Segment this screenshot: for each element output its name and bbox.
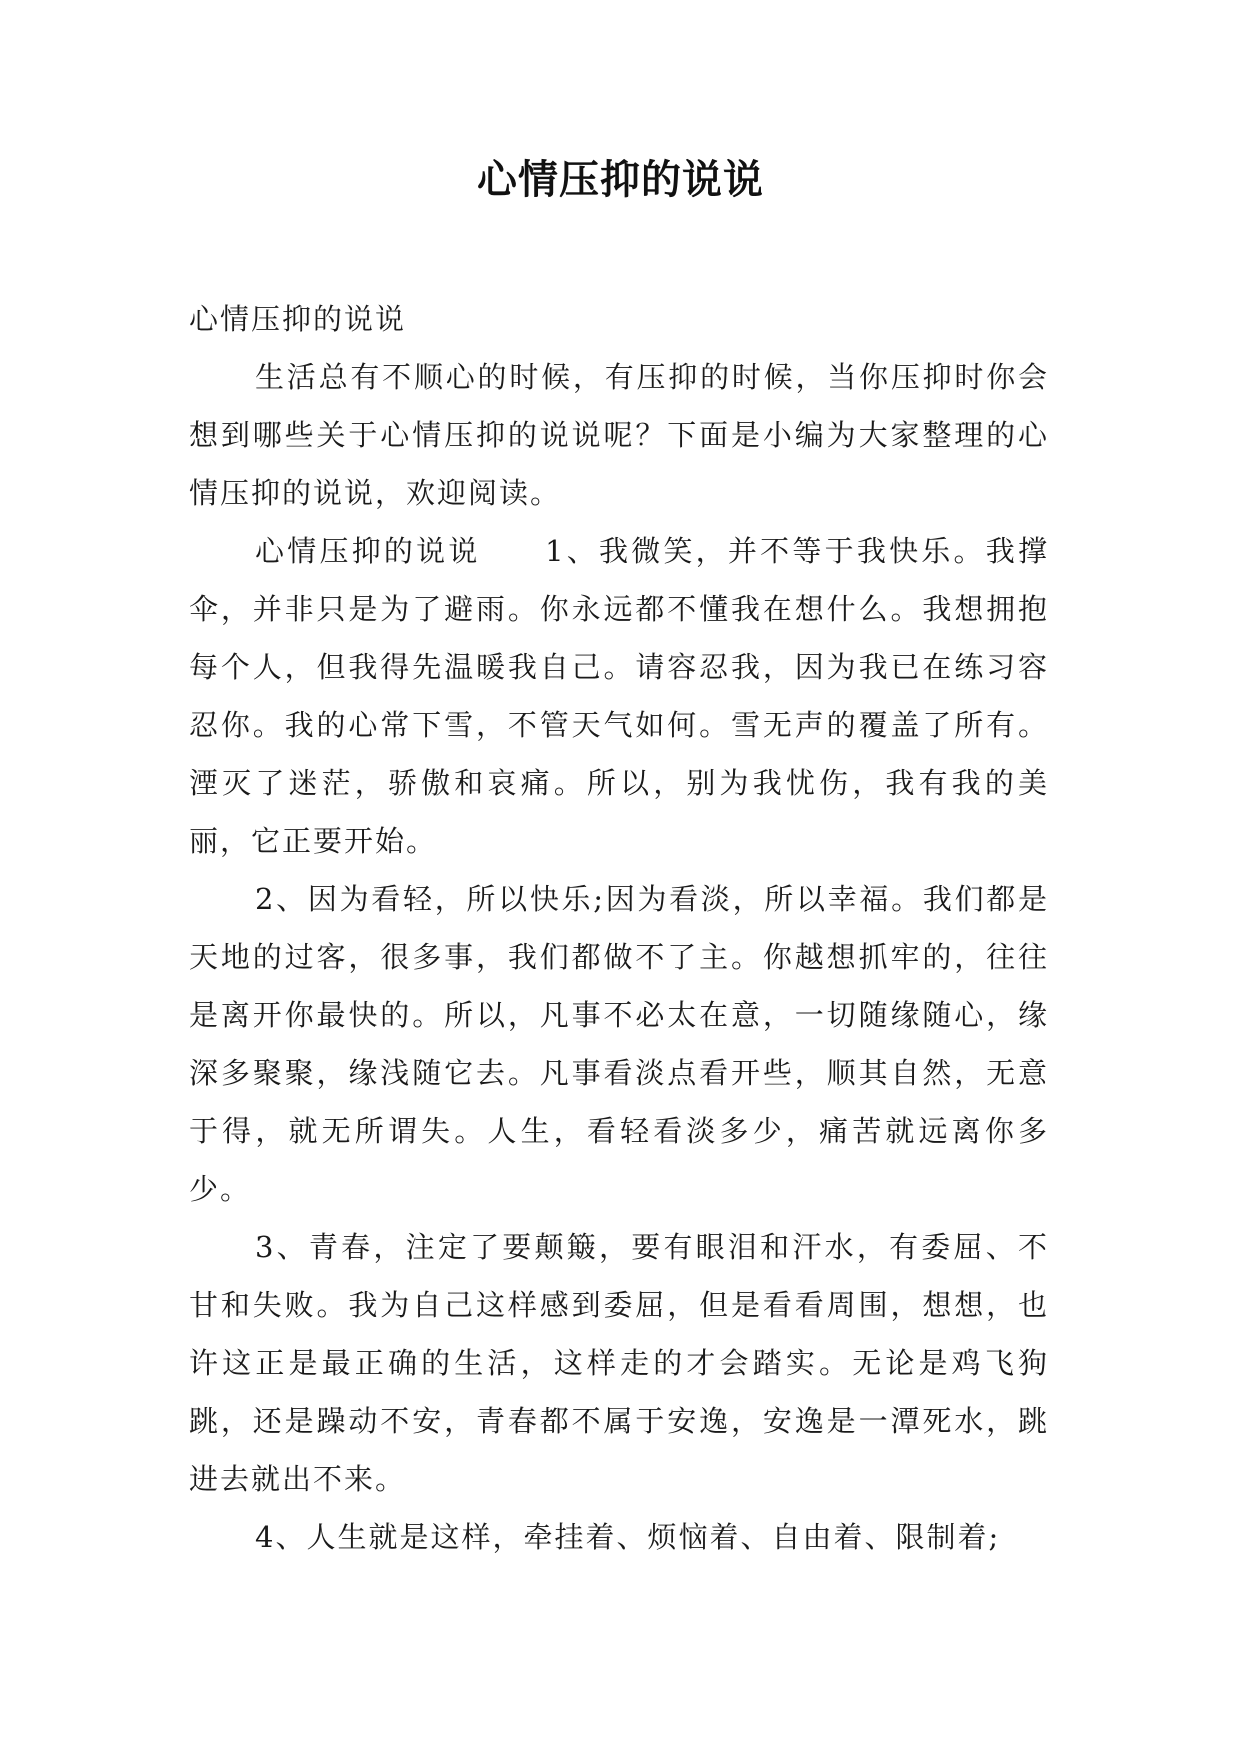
document-title: 心情压抑的说说 (477, 157, 764, 203)
paragraph-intro: 生活总有不顺心的时候，有压抑的时候，当你压抑时你会想到哪些关于心情压抑的说说呢？下面是小编为大家整理的心情压抑的说说，欢迎阅读。 (189, 360, 1049, 510)
paragraph-item-1: 心情压抑的说说 1、我微笑，并不等于我快乐。我撑伞，并非只是为了避雨。你永远都不懂我在想什么。我想拥抱每个人，但我得先温暖我自己。请容忍我，因为我已在练习容忍你。我的心常下雪，不管天气如何。雪无声的覆盖了所有。湮灭了迷茫，骄傲和哀痛。所以，别为我忧伤，我有我的美丽，它正要开始。 (189, 534, 1049, 858)
paragraph-item-4: 4、人生就是这样，牵挂着、烦恼着、自由着、限制着; (255, 1520, 1001, 1554)
paragraph-item-2: 2、因为看轻，所以快乐;因为看淡，所以幸福。我们都是天地的过客，很多事，我们都做不了主。你越想抓牢的，往往是离开你最快的。所以，凡事不必太在意，一切随缘随心，缘深多聚聚，缘浅随它去。凡事看淡点看开些，顺其自然，无意于得，就无所谓失。人生，看轻看淡多少，痛苦就远离你多少。 (189, 882, 1049, 1206)
paragraph-item-3: 3、青春，注定了要颠簸，要有眼泪和汗水，有委屈、不甘和失败。我为自己这样感到委屈，但是看看周围，想想，也许这正是最正确的生活，这样走的才会踏实。无论是鸡飞狗跳，还是躁动不安，青春都不属于安逸，安逸是一潭死水，跳进去就出不来。 (189, 1230, 1049, 1496)
document-subheading: 心情压抑的说说 (189, 302, 407, 336)
document-body (189, 290, 1049, 1566)
